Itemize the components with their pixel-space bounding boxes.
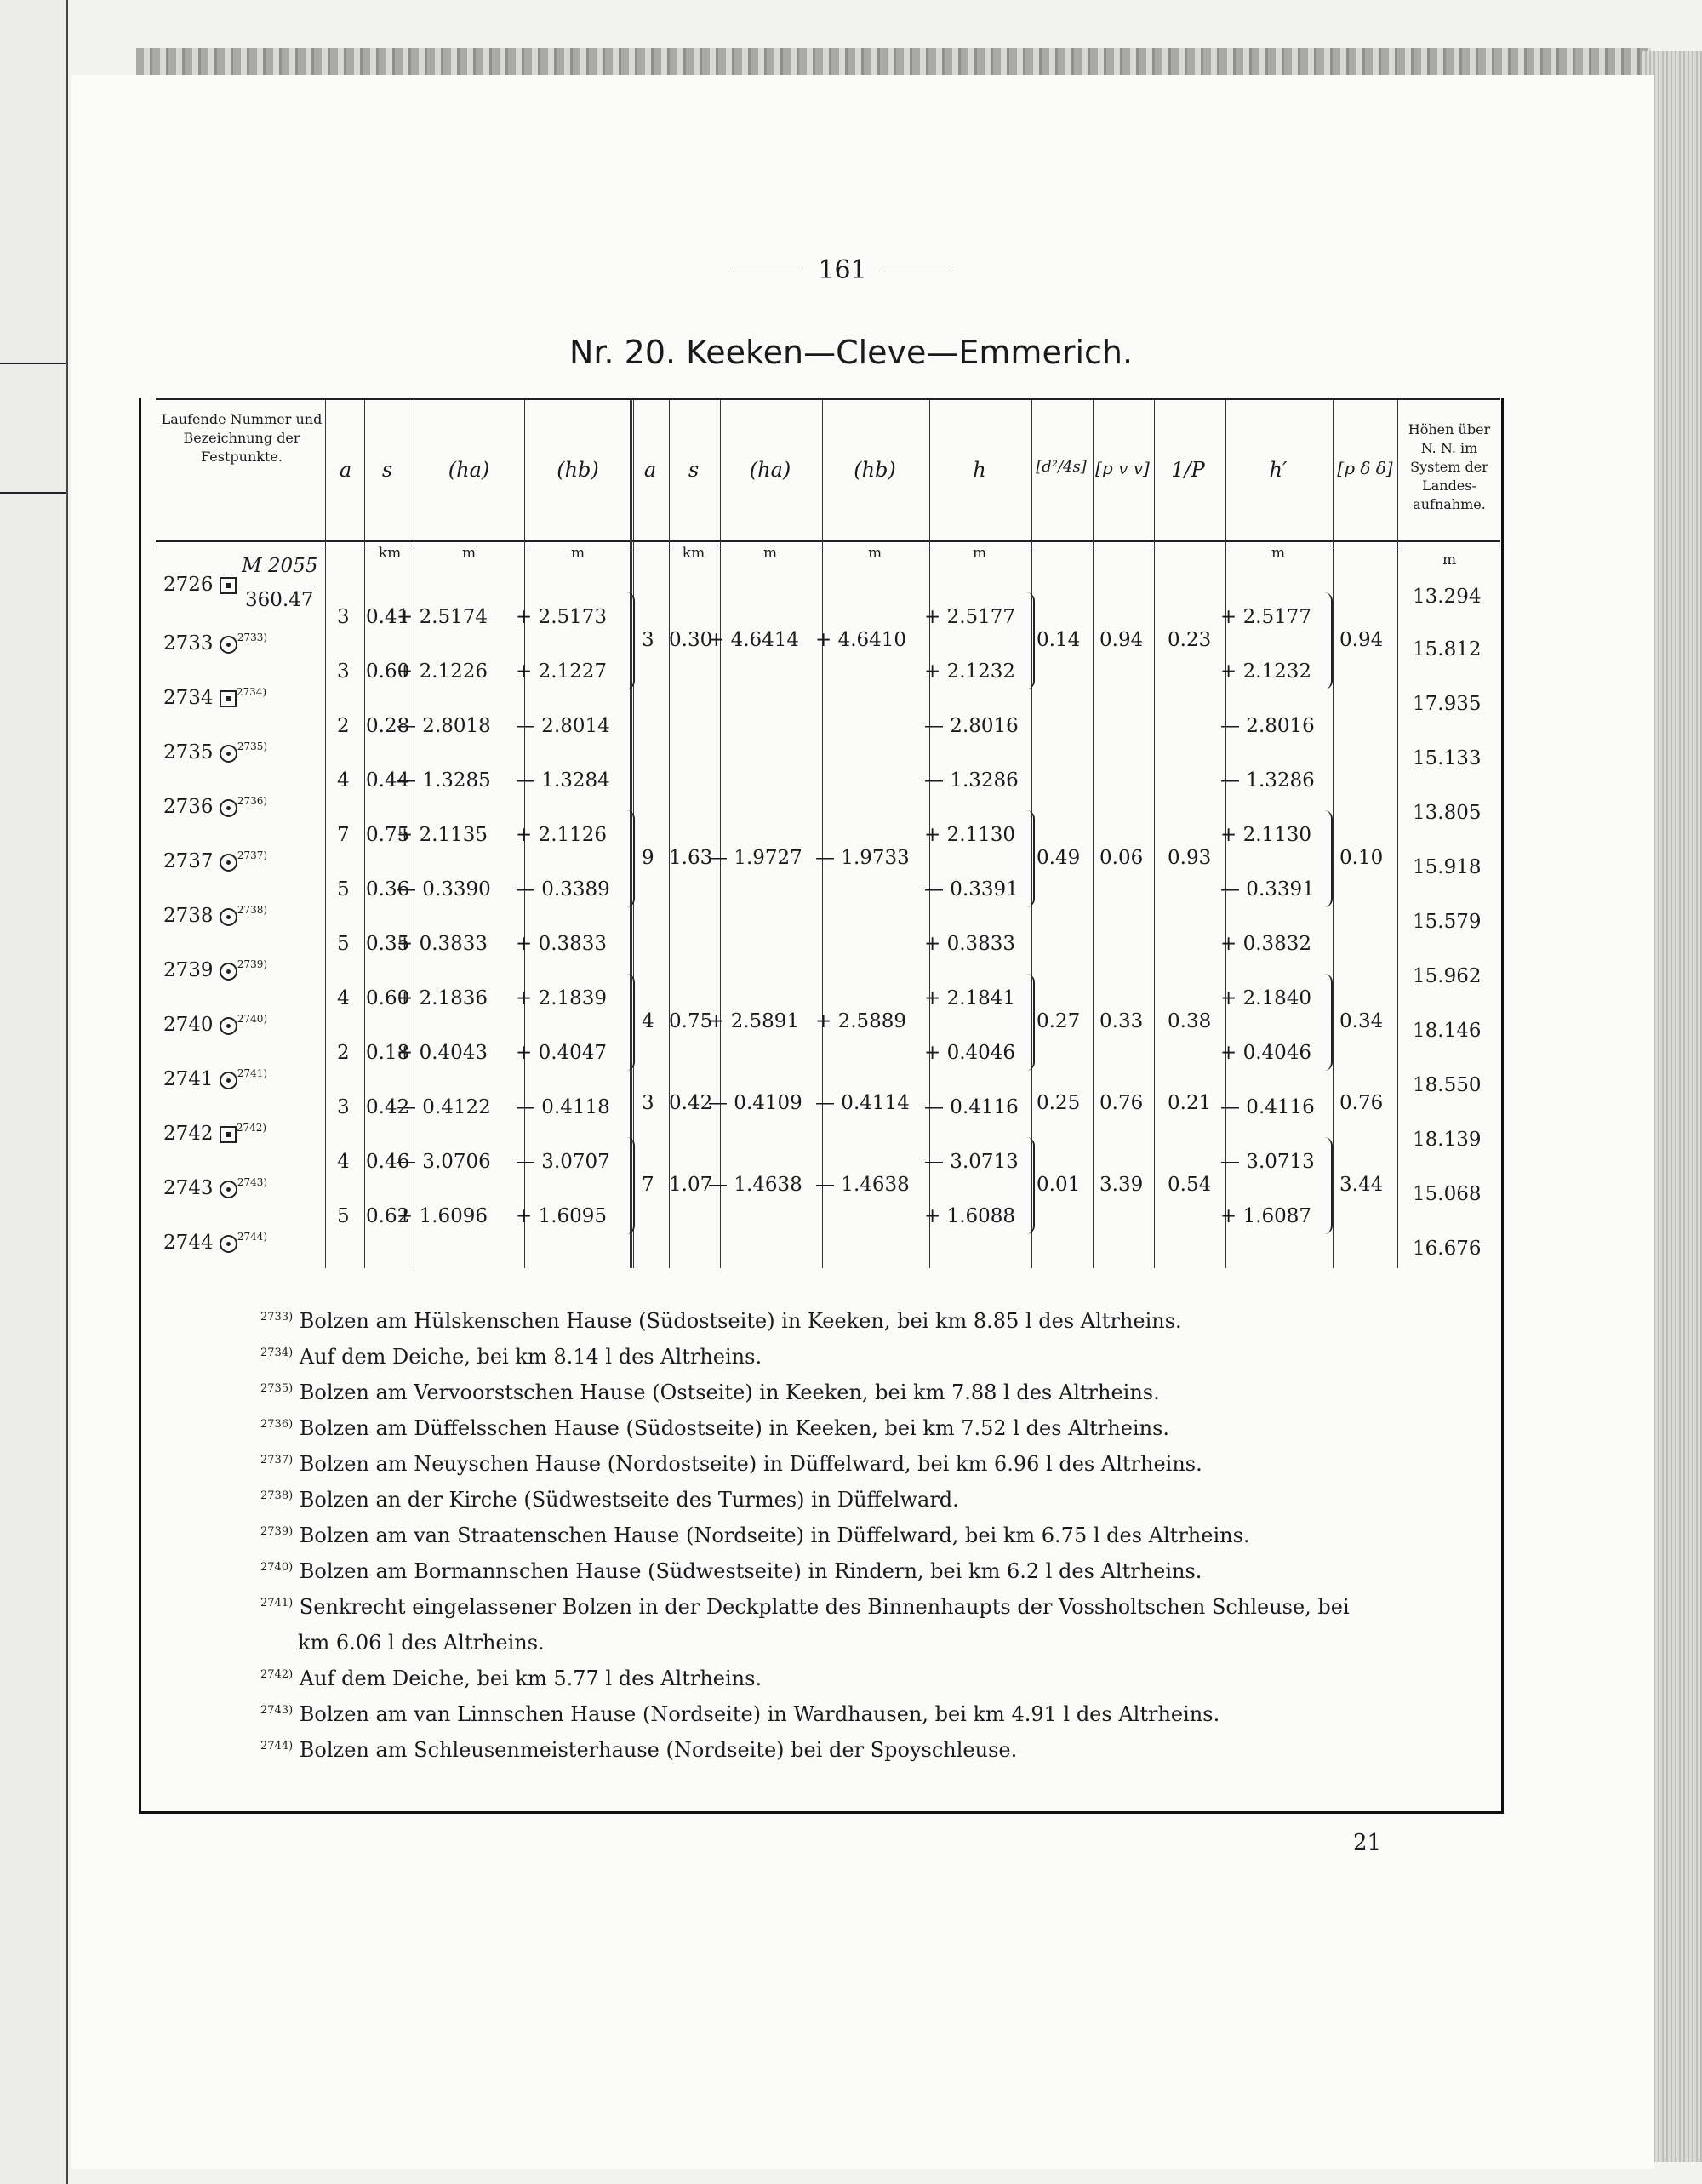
- footnote-ref: 2735): [237, 740, 268, 752]
- square-mark-icon: [220, 1126, 237, 1143]
- point-height: 18.139: [1413, 1129, 1482, 1151]
- footnote-text: Bolzen am Schleusenmeisterhause (Nordseite) bei der Spoyschleuse.: [299, 1738, 1018, 1762]
- point-number: 2738: [163, 905, 220, 927]
- point-number: 2740: [163, 1014, 220, 1036]
- section-ha: — 3.0706: [397, 1151, 491, 1173]
- footnote: [298, 1631, 545, 1655]
- header-a1: a: [339, 458, 352, 482]
- section-h: — 0.3391: [924, 878, 1019, 900]
- section-hprime: + 2.1130: [1220, 824, 1312, 846]
- section-h: — 0.4116: [924, 1096, 1019, 1118]
- footnote: [260, 1702, 1219, 1726]
- section-h: + 0.3833: [924, 933, 1016, 955]
- group-pdd: 0.10: [1339, 847, 1384, 869]
- header-d2: [d²/4s]: [1036, 458, 1087, 476]
- section-hb: + 1.6095: [516, 1205, 608, 1227]
- header-festpunkte: Laufende Nummer und Bezeichnung der Festpunkte.: [161, 411, 323, 465]
- footnote-number: 2735): [260, 1382, 294, 1395]
- group-hb: — 1.4638: [815, 1174, 910, 1196]
- point-number: 2726: [163, 574, 214, 596]
- column-line: [720, 400, 721, 1268]
- group-ha: — 1.9727: [708, 847, 802, 869]
- section-hb: + 0.3833: [516, 933, 608, 955]
- point-height: 15.918: [1413, 856, 1482, 878]
- footnote: [260, 1416, 1169, 1440]
- footnote-number: 2741): [260, 1597, 294, 1609]
- page-number: [715, 255, 970, 285]
- section-hb: — 0.4118: [516, 1096, 610, 1118]
- footnote: [260, 1345, 762, 1369]
- header-s2: s: [688, 458, 700, 482]
- section-hb: — 0.3389: [516, 878, 610, 900]
- group-s: 1.07: [669, 1174, 713, 1196]
- group-s: 0.75: [669, 1010, 713, 1032]
- column-line: [669, 400, 670, 1268]
- section-h: + 2.5177: [924, 606, 1016, 628]
- header-hb2: (hb): [854, 458, 896, 482]
- section-hb: — 1.3284: [516, 769, 610, 792]
- group-brace: [1324, 1137, 1333, 1234]
- unit-s1: km: [378, 545, 402, 562]
- section-hb: — 2.8014: [516, 715, 610, 737]
- section-ha: + 0.3833: [397, 933, 488, 955]
- footnote-ref: 2738): [237, 904, 268, 916]
- header-pdd: [p δ δ]: [1337, 458, 1393, 478]
- footnote-text: Bolzen am van Straatenschen Hause (Nordseite) in Düffelward, bei km 6.75 l des Altrheins.: [299, 1524, 1250, 1547]
- start-mark: M 2055: [242, 555, 318, 577]
- section-a: 4: [337, 769, 350, 792]
- footnote: [260, 1309, 1182, 1333]
- table-frame-bottom: [139, 1811, 1504, 1814]
- footnote-ref: 2743): [237, 1176, 268, 1188]
- section-hprime: + 0.4046: [1220, 1042, 1312, 1064]
- section-s: 0.42: [366, 1096, 410, 1118]
- header-pvv: [p v v]: [1095, 458, 1150, 478]
- section-a: 4: [337, 1151, 350, 1173]
- section-hprime: + 2.1232: [1220, 660, 1312, 683]
- section-a: 3: [337, 606, 350, 628]
- header-hprime: h′: [1269, 458, 1288, 482]
- footnote-ref: 2737): [237, 849, 268, 861]
- group-pdd: 0.76: [1339, 1092, 1384, 1114]
- group-a: 3: [642, 629, 654, 651]
- footnote: [260, 1559, 1202, 1583]
- footnote-text: Senkrecht eingelassener Bolzen in der Deckplatte des Binnenhaupts der Vossholtschen Schleuse, bei: [299, 1595, 1350, 1619]
- table-frame-right: [1501, 398, 1504, 1813]
- point-label: [163, 1176, 267, 1199]
- header-invp: 1/P: [1171, 458, 1205, 482]
- section-hprime: + 2.5177: [1220, 606, 1312, 628]
- section-h: + 1.6088: [924, 1205, 1016, 1227]
- footnote: [260, 1667, 762, 1690]
- group-s: 0.42: [669, 1092, 713, 1114]
- section-hprime: + 1.6087: [1220, 1205, 1312, 1227]
- section-s: 0.18: [366, 1042, 410, 1064]
- group-d2: 0.27: [1037, 1010, 1081, 1032]
- point-height: 15.068: [1413, 1183, 1482, 1205]
- column-line: [325, 400, 326, 1268]
- footnote-number: 2734): [260, 1346, 294, 1359]
- section-h: — 2.8016: [924, 715, 1019, 737]
- footnote-ref: 2733): [237, 632, 268, 643]
- circle-mark-icon: [220, 963, 237, 981]
- column-line: [364, 400, 365, 1268]
- circle-mark-icon: [220, 1072, 237, 1089]
- footnote: [260, 1738, 1017, 1762]
- table-frame-left: [139, 398, 141, 1813]
- group-ha: + 2.5891: [708, 1010, 800, 1032]
- group-d2: 0.01: [1037, 1174, 1081, 1196]
- point-label: [163, 958, 267, 981]
- group-brace: [1324, 974, 1333, 1071]
- point-number: 2739: [163, 959, 220, 981]
- group-brace: [1026, 974, 1035, 1071]
- section-ha: + 2.1226: [397, 660, 488, 683]
- header-hb1: (hb): [557, 458, 599, 482]
- section-s: 0.44: [366, 769, 410, 792]
- square-mark-icon: [220, 577, 237, 594]
- group-ha: + 4.6414: [708, 629, 800, 651]
- footnote: [260, 1595, 1350, 1619]
- section-hb: + 2.1839: [516, 987, 608, 1009]
- header-s1: s: [381, 458, 393, 482]
- footnote-text: Bolzen am Düffelsschen Hause (Südostseite) in Keeken, bei km 7.52 l des Altrheins.: [299, 1416, 1170, 1440]
- group-invp: 0.23: [1168, 629, 1212, 651]
- section-ha: — 0.3390: [397, 878, 491, 900]
- group-pvv: 0.94: [1099, 629, 1144, 651]
- header-ha1: (ha): [448, 458, 490, 482]
- point-label: [163, 1067, 267, 1090]
- point-label: [163, 686, 266, 709]
- point-label: [163, 632, 267, 655]
- section-hprime: + 2.1840: [1220, 987, 1312, 1009]
- point-height: 15.133: [1413, 747, 1482, 769]
- footnote-text: Bolzen am Neuyschen Hause (Nordostseite) in Düffelward, bei km 6.96 l des Altrheins.: [299, 1452, 1202, 1476]
- group-d2: 0.25: [1037, 1092, 1081, 1114]
- column-line: [822, 400, 823, 1268]
- unit-ha2: m: [762, 545, 778, 562]
- group-brace: [626, 810, 635, 907]
- section-hprime: — 3.0713: [1220, 1151, 1315, 1173]
- footnote-text: Bolzen an der Kirche (Südwestseite des Turmes) in Düffelward.: [299, 1488, 959, 1512]
- group-pvv: 0.33: [1099, 1010, 1144, 1032]
- group-pvv: 0.76: [1099, 1092, 1144, 1114]
- group-ha: — 1.4638: [708, 1174, 802, 1196]
- footnote-ref: 2734): [236, 686, 267, 698]
- group-pvv: 3.39: [1099, 1174, 1144, 1196]
- section-a: 2: [337, 1042, 350, 1064]
- signature-mark: 21: [1353, 1830, 1382, 1855]
- group-pdd: 0.34: [1339, 1010, 1384, 1032]
- left-page-margin: [0, 0, 68, 2184]
- section-a: 5: [337, 933, 350, 955]
- section-hb: + 2.5173: [516, 606, 608, 628]
- footnote-ref: 2742): [236, 1122, 267, 1134]
- section-ha: + 2.1135: [397, 824, 488, 846]
- point-label: [163, 1122, 266, 1145]
- unit-h: m: [972, 545, 987, 562]
- section-hb: + 0.4047: [516, 1042, 608, 1064]
- circle-mark-icon: [220, 1181, 237, 1198]
- point-height: 15.812: [1413, 638, 1482, 660]
- group-pvv: 0.06: [1099, 847, 1144, 869]
- footnote-number: 2742): [260, 1668, 294, 1681]
- section-hprime: + 0.3832: [1220, 933, 1312, 955]
- circle-mark-icon: [220, 854, 237, 872]
- section-ha: — 2.8018: [397, 715, 491, 737]
- group-brace: [1324, 810, 1333, 907]
- section-a: 3: [337, 1096, 350, 1118]
- group-ha: — 0.4109: [708, 1092, 802, 1114]
- group-d2: 0.49: [1037, 847, 1081, 869]
- unit-hb2: m: [867, 545, 882, 562]
- unit-height: m: [1442, 552, 1457, 569]
- start-height: 13.294: [1413, 586, 1482, 608]
- footnote: [260, 1488, 959, 1512]
- header-a2: a: [643, 458, 657, 482]
- group-hb: + 4.6410: [815, 629, 907, 651]
- point-height: 16.676: [1413, 1238, 1482, 1260]
- point-height: 17.935: [1413, 693, 1482, 715]
- circle-mark-icon: [220, 745, 237, 763]
- circle-mark-icon: [220, 1017, 237, 1035]
- section-a: 2: [337, 715, 350, 737]
- column-line: [1397, 400, 1398, 1268]
- group-hb: — 1.9733: [815, 847, 910, 869]
- section-s: 0.46: [366, 1151, 410, 1173]
- left-page-rule: [0, 492, 66, 494]
- point-height: 18.146: [1413, 1020, 1482, 1042]
- table-header-rule: [156, 540, 1500, 542]
- section-a: 7: [337, 824, 350, 846]
- section-hprime: — 0.3391: [1220, 878, 1315, 900]
- group-brace: [626, 974, 635, 1071]
- footnote-number: 2737): [260, 1454, 294, 1466]
- group-pdd: 0.94: [1339, 629, 1384, 651]
- footnote-text: Bolzen am Vervoorstschen Hause (Ostseite) in Keeken, bei km 7.88 l des Altrheins.: [299, 1381, 1160, 1404]
- section-s: 0.60: [366, 660, 410, 683]
- section-h: + 2.1841: [924, 987, 1016, 1009]
- circle-mark-icon: [220, 1235, 237, 1253]
- column-line: [1093, 400, 1094, 1268]
- point-number: 2737: [163, 850, 220, 872]
- group-s: 1.63: [669, 847, 713, 869]
- section-hprime: — 1.3286: [1220, 769, 1315, 792]
- group-brace: [626, 1137, 635, 1234]
- start-value: 360.47: [245, 589, 314, 611]
- section-hb: + 2.1126: [516, 824, 608, 846]
- point-label: [163, 904, 267, 927]
- section-h: — 1.3286: [924, 769, 1019, 792]
- page-number-text: 161: [818, 255, 867, 285]
- footnote-number: 2740): [260, 1561, 294, 1574]
- section-s: 0.60: [366, 987, 410, 1009]
- point-number: 2741: [163, 1068, 220, 1090]
- section-h: + 0.4046: [924, 1042, 1016, 1064]
- footnote-ref: 2736): [237, 795, 268, 807]
- section-s: 0.28: [366, 715, 410, 737]
- point-number: 2744: [163, 1232, 220, 1254]
- section-ha: — 0.4122: [397, 1096, 491, 1118]
- footnote-text: km 6.06 l des Altrheins.: [298, 1631, 545, 1655]
- unit-hprime: m: [1271, 545, 1286, 562]
- section-ha: + 2.1836: [397, 987, 488, 1009]
- header-h: h: [973, 458, 986, 482]
- page-title: Nr. 20. Keeken—Cleve—Emmerich.: [568, 334, 1134, 371]
- point-label: [163, 795, 267, 818]
- group-brace: [1026, 592, 1035, 689]
- section-s: 0.36: [366, 878, 410, 900]
- section-hb: — 3.0707: [516, 1151, 610, 1173]
- column-line: [1154, 400, 1155, 1268]
- group-pdd: 3.44: [1339, 1174, 1384, 1196]
- point-label: [163, 849, 267, 872]
- section-ha: + 2.5174: [397, 606, 488, 628]
- footnote: [260, 1524, 1250, 1547]
- section-a: 4: [337, 987, 350, 1009]
- section-hprime: — 0.4116: [1220, 1096, 1315, 1118]
- point-label: [163, 1231, 267, 1254]
- footnote-ref: 2741): [237, 1067, 268, 1079]
- footnote-text: Bolzen am Hülskenschen Hause (Südostseite) in Keeken, bei km 8.85 l des Altrheins.: [299, 1309, 1182, 1333]
- footnote-text: Bolzen am van Linnschen Hause (Nordseite) in Wardhausen, bei km 4.91 l des Altrheins.: [299, 1702, 1220, 1726]
- point-label: [163, 1013, 267, 1036]
- circle-mark-icon: [220, 908, 237, 926]
- footnote-text: Auf dem Deiche, bei km 8.14 l des Altrheins.: [299, 1345, 762, 1369]
- unit-s2: km: [682, 545, 705, 562]
- group-hb: + 2.5889: [815, 1010, 907, 1032]
- unit-hb1: m: [570, 545, 585, 562]
- circle-mark-icon: [220, 799, 237, 817]
- group-brace: [1026, 1137, 1035, 1234]
- group-a: 7: [642, 1174, 654, 1196]
- group-invp: 0.21: [1168, 1092, 1212, 1114]
- footnote: [260, 1452, 1202, 1476]
- group-brace: [626, 592, 635, 689]
- point-height: 15.579: [1413, 911, 1482, 933]
- circle-mark-icon: [220, 636, 237, 654]
- section-h: + 2.1232: [924, 660, 1016, 683]
- section-s: 0.35: [366, 933, 410, 955]
- point-label: [163, 740, 267, 763]
- group-invp: 0.93: [1168, 847, 1212, 869]
- footnote-text: Auf dem Deiche, bei km 5.77 l des Altrheins.: [299, 1667, 762, 1690]
- square-mark-icon: [220, 690, 237, 707]
- section-ha: — 1.3285: [397, 769, 491, 792]
- section-hprime: — 2.8016: [1220, 715, 1315, 737]
- footnote-ref: 2740): [237, 1013, 268, 1025]
- point-number: 2734: [163, 687, 220, 709]
- point-height: 15.962: [1413, 965, 1482, 987]
- group-d2: 0.14: [1037, 629, 1081, 651]
- group-s: 0.30: [669, 629, 713, 651]
- section-s: 0.62: [366, 1205, 410, 1227]
- point-height: 13.805: [1413, 802, 1482, 824]
- section-ha: + 0.4043: [397, 1042, 488, 1064]
- column-line: [1333, 400, 1334, 1268]
- footnote-text: Bolzen am Bormannschen Hause (Südwestseite) in Rindern, bei km 6.2 l des Altrheins.: [299, 1559, 1202, 1583]
- group-a: 4: [642, 1010, 654, 1032]
- header-ha2: (ha): [749, 458, 791, 482]
- point-number: 2742: [163, 1123, 220, 1145]
- footnote-number: 2738): [260, 1489, 294, 1502]
- point-label: [163, 574, 237, 596]
- footnote: [260, 1381, 1160, 1404]
- section-a: 5: [337, 1205, 350, 1227]
- point-number: 2735: [163, 741, 220, 763]
- group-a: 9: [642, 847, 654, 869]
- section-a: 5: [337, 878, 350, 900]
- group-invp: 0.38: [1168, 1010, 1212, 1032]
- group-invp: 0.54: [1168, 1174, 1212, 1196]
- footnote-ref: 2744): [237, 1231, 268, 1243]
- point-number: 2733: [163, 632, 220, 655]
- point-number: 2736: [163, 796, 220, 818]
- section-ha: + 1.6096: [397, 1205, 488, 1227]
- section-h: — 3.0713: [924, 1151, 1019, 1173]
- point-number: 2743: [163, 1177, 220, 1199]
- group-hb: — 0.4114: [815, 1092, 910, 1114]
- section-hb: + 2.1227: [516, 660, 608, 683]
- section-a: 3: [337, 660, 350, 683]
- section-s: 0.41: [366, 606, 410, 628]
- point-height: 18.550: [1413, 1074, 1482, 1096]
- footnote-number: 2744): [260, 1740, 294, 1752]
- table-top-rule: [156, 398, 1500, 400]
- header-height: Höhen über N. N. im System der Landes-aufnahme.: [1408, 421, 1491, 512]
- group-a: 3: [642, 1092, 654, 1114]
- group-brace: [1026, 810, 1035, 907]
- section-s: 0.75: [366, 824, 410, 846]
- unit-ha1: m: [461, 545, 477, 562]
- footnote-number: 2743): [260, 1704, 294, 1717]
- footnote-number: 2739): [260, 1525, 294, 1538]
- footnote-number: 2733): [260, 1311, 294, 1324]
- footnote-ref: 2739): [237, 958, 268, 970]
- footnote-number: 2736): [260, 1418, 294, 1431]
- section-h: + 2.1130: [924, 824, 1016, 846]
- group-brace: [1324, 592, 1333, 689]
- page-sheet: [71, 75, 1654, 2169]
